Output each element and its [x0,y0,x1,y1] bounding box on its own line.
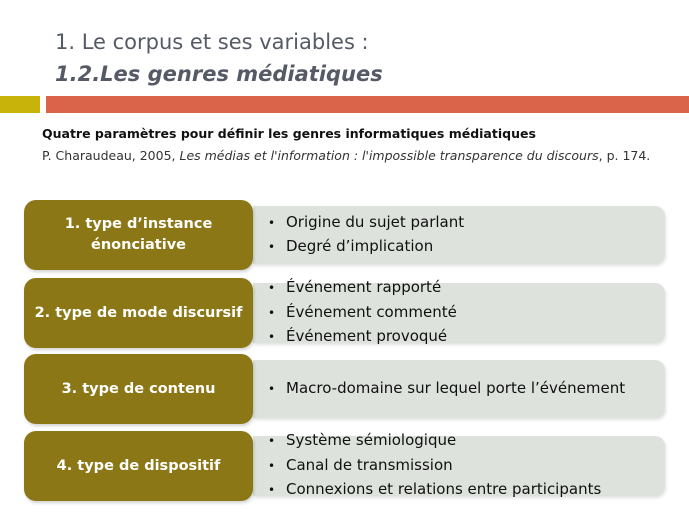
list-item: • Événement provoqué [268,325,665,350]
list-item: • Système sémiologique [268,429,665,454]
parameter-1-label: 1. type d’instance énonciative [24,200,253,270]
parameter-3-details [253,360,665,418]
list-item: • Macro-domaine sur lequel porte l’événement [268,377,665,402]
bullet-icon: • [268,434,276,449]
list-item: • Origine du sujet parlant [268,211,665,236]
bullet-icon: • [268,215,276,230]
slide-title: 1. Le corpus et ses variables : [55,30,369,54]
bullet-icon: • [268,305,276,320]
bullet-icon: • [268,483,276,498]
parameter-2-details [253,278,665,346]
accent-bar-yellow [0,96,40,113]
parameter-4-label: 4. type de dispositif [24,431,253,501]
list-item: • Canal de transmission [268,454,665,479]
citation-author: P. Charaudeau, 2005, [42,148,180,163]
parameter-1-details [253,206,665,264]
citation-title: Les médias et l'information : l'impossible transparence du discours [179,148,599,163]
bullet-icon: • [268,458,276,473]
section-heading: Quatre paramètres pour définir les genres informatiques médiatiques [42,126,536,141]
list-item: • Connexions et relations entre participants [268,478,665,503]
citation-page: , p. 174. [598,148,651,163]
slide-subtitle: 1.2.Les genres médiatiques [55,62,383,86]
bullet-icon: • [268,281,276,296]
bullet-icon: • [268,330,276,345]
list-item: • Événement rapporté [268,276,665,301]
bullet-icon: • [268,240,276,254]
bullet-icon: • [268,381,276,396]
parameter-2-label: 2. type de mode discursif [24,278,253,348]
accent-bar-red [46,96,689,113]
list-item: • Degré d’implication [268,235,665,260]
parameter-4-details [253,431,665,499]
parameter-3-label: 3. type de contenu [24,354,253,424]
citation [42,146,672,165]
list-item: • Événement commenté [268,301,665,326]
